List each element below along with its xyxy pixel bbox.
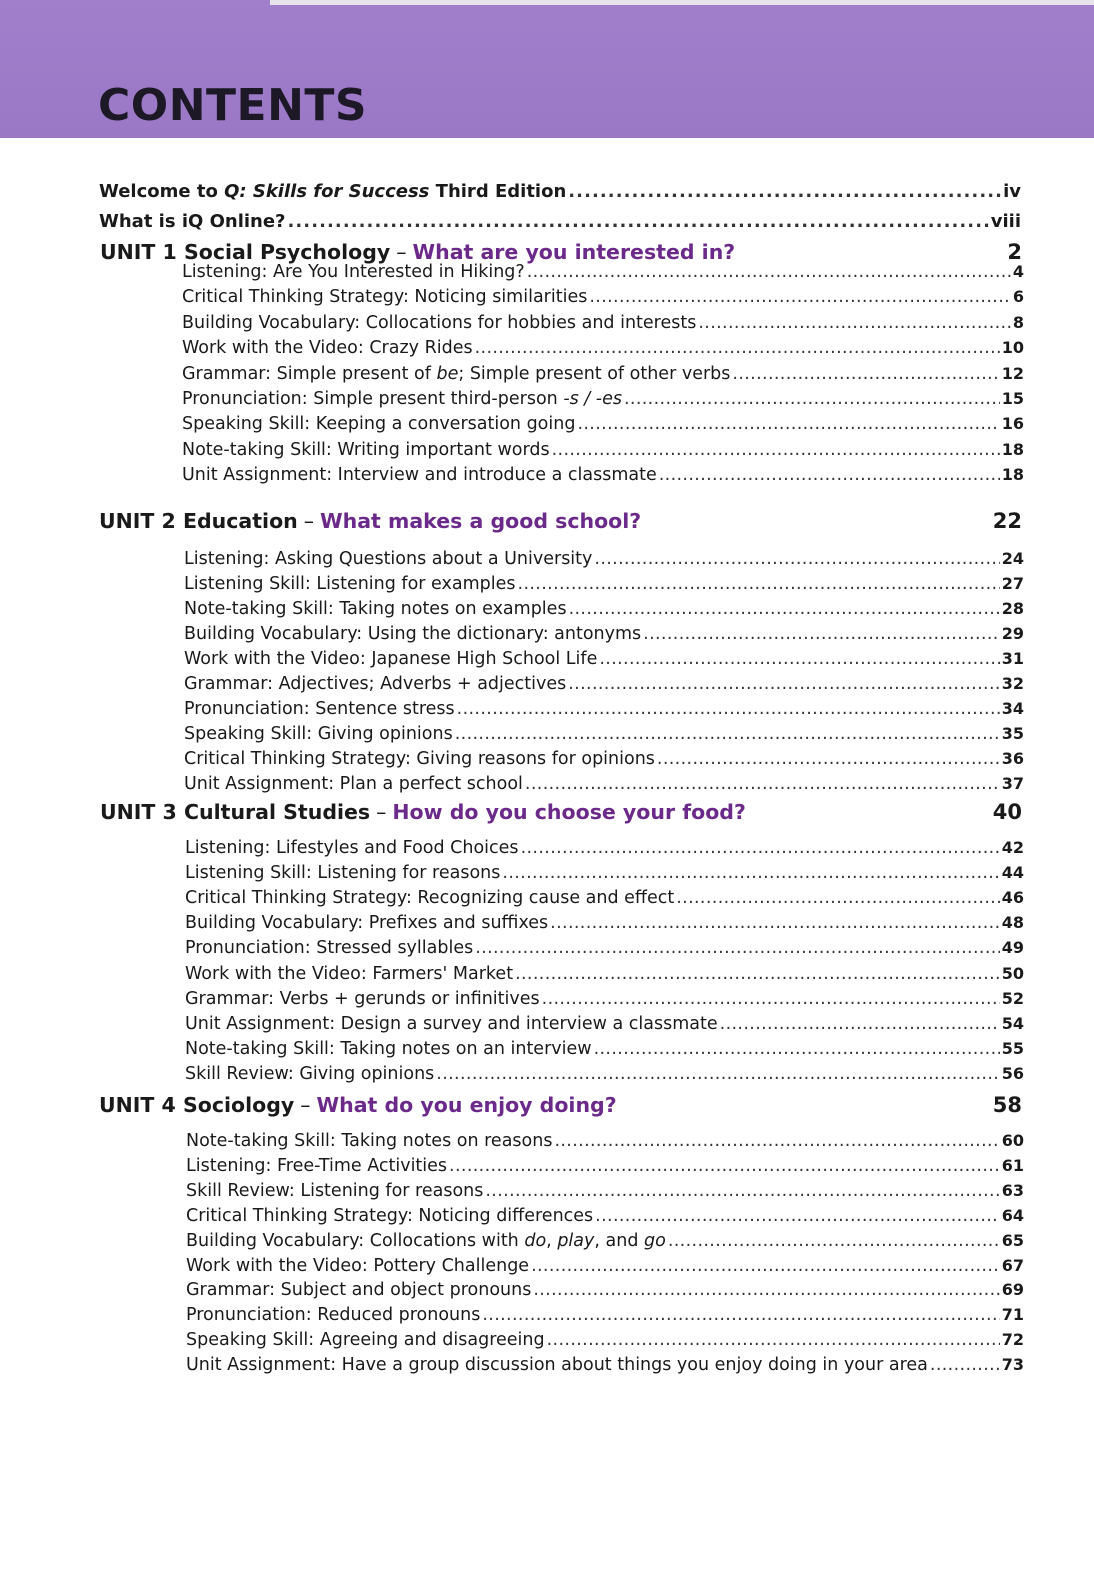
unit-heading[interactable] <box>99 509 1022 533</box>
toc-entry-label: Unit Assignment: Plan a perfect school <box>184 774 523 794</box>
toc-entry[interactable] <box>186 1330 1024 1350</box>
toc-entry-iq-online[interactable] <box>99 211 1021 232</box>
toc-entry-label: Unit Assignment: Have a group discussion about things you enjoy doing in your area <box>186 1355 928 1376</box>
toc-entry[interactable] <box>186 1156 1024 1176</box>
toc-entry-page: 69 <box>1001 1280 1024 1300</box>
toc-entry[interactable] <box>184 649 1024 669</box>
leader-dots <box>531 1256 1000 1276</box>
toc-entry-label: Grammar: Adjectives; Adverbs + adjectives <box>184 674 567 694</box>
leader-dots <box>589 287 1011 307</box>
leader-dots <box>676 888 1000 908</box>
toc-entry[interactable] <box>186 1256 1024 1276</box>
toc-entry-label: Listening Skill: Listening for reasons <box>185 863 501 884</box>
toc-entry-label: Pronunciation: Reduced pronouns <box>186 1305 481 1326</box>
toc-entry-label: Critical Thinking Strategy: Recognizing cause and effect <box>185 888 675 909</box>
unit-heading[interactable] <box>99 1093 1022 1117</box>
toc-entry[interactable] <box>184 624 1024 644</box>
toc-entry-page: 16 <box>1001 414 1024 434</box>
unit-topic: Sociology <box>183 1093 295 1117</box>
unit-page-number: 40 <box>992 800 1022 824</box>
toc-entry-page: 8 <box>1012 312 1024 332</box>
toc-entry[interactable] <box>186 1231 1024 1251</box>
toc-entry-label: Pronunciation: Stressed syllables <box>185 938 474 959</box>
toc-entry[interactable] <box>184 674 1024 694</box>
toc-entry[interactable] <box>186 1206 1024 1226</box>
toc-entry[interactable] <box>182 287 1024 307</box>
toc-entry[interactable] <box>185 1014 1024 1034</box>
toc-entry-page: 60 <box>1001 1131 1024 1150</box>
toc-entry[interactable] <box>185 1039 1024 1059</box>
leader-dots <box>550 913 1000 933</box>
toc-entry[interactable] <box>185 964 1024 984</box>
unit-dash: – <box>376 800 387 824</box>
leader-dots <box>624 389 1000 409</box>
toc-entry-label: Grammar: Simple present of be; Simple present of other verbs <box>182 363 731 384</box>
toc-entry-label: Building Vocabulary: Collocations with do, play, and go <box>186 1230 666 1251</box>
toc-entry[interactable] <box>184 724 1024 744</box>
leader-dots <box>732 364 999 384</box>
toc-entry-label: Work with the Video: Japanese High School Life <box>184 649 598 669</box>
toc-entry-page: 4 <box>1012 262 1024 281</box>
unit-number: UNIT 4 <box>99 1093 176 1117</box>
toc-entry-page: 32 <box>1001 674 1024 693</box>
toc-entry-label: Building Vocabulary: Collocations for hobbies and interests <box>182 312 697 333</box>
toc-entry-page: 29 <box>1001 624 1024 643</box>
unit-number: UNIT 2 <box>99 509 176 533</box>
unit-question: How do you choose your food? <box>392 800 746 824</box>
toc-entry[interactable] <box>184 699 1024 719</box>
unit-page-number: 22 <box>992 509 1022 533</box>
toc-entry-label: Pronunciation: Simple present third-person -s / -es <box>182 389 622 409</box>
leader-dots <box>568 181 1001 202</box>
leader-dots <box>457 699 1000 719</box>
toc-entry-label: Speaking Skill: Agreeing and disagreeing <box>186 1330 545 1351</box>
toc-entry-label: Listening: Free-Time Activities <box>186 1155 448 1176</box>
page-title: CONTENTS <box>98 80 368 131</box>
toc-entry-label: Critical Thinking Strategy: Noticing similarities <box>182 287 588 308</box>
unit-dash: – <box>303 509 315 533</box>
unit-dash: – <box>300 1093 311 1117</box>
toc-entry-page: 50 <box>1001 963 1024 983</box>
toc-entry-page: 67 <box>1001 1255 1024 1275</box>
leader-dots <box>577 414 999 434</box>
toc-entry-label: Building Vocabulary: Using the dictionary: antonyms <box>184 624 642 644</box>
unit-question: What do you enjoy doing? <box>316 1093 617 1117</box>
leader-dots <box>595 1206 1000 1226</box>
toc-entry[interactable] <box>186 1355 1024 1375</box>
leader-dots <box>521 838 1000 858</box>
leader-dots <box>643 624 1000 644</box>
unit-number: UNIT 3 <box>100 800 177 824</box>
toc-entry-label: Skill Review: Listening for reasons <box>186 1180 484 1201</box>
leader-dots <box>482 1305 999 1325</box>
toc-entry[interactable] <box>184 774 1024 794</box>
leader-dots <box>720 1014 1000 1034</box>
toc-entry[interactable] <box>185 1064 1024 1084</box>
toc-entry-welcome[interactable] <box>99 181 1021 202</box>
leader-dots <box>475 938 1000 958</box>
toc-entry-label: Welcome to Q: Skills for Success Third Edition <box>99 181 567 202</box>
toc-entry-label: Skill Review: Giving opinions <box>185 1063 435 1084</box>
toc-entry-page: 55 <box>1001 1038 1024 1058</box>
toc-entry-label: Note-taking Skill: Writing important words <box>182 439 550 460</box>
toc-entry-label: Pronunciation: Sentence stress <box>184 699 455 719</box>
leader-dots <box>569 599 1000 619</box>
toc-entry[interactable] <box>182 389 1024 409</box>
leader-dots <box>547 1330 1000 1350</box>
toc-entry[interactable] <box>182 338 1024 358</box>
leader-dots <box>668 1231 1000 1251</box>
leader-dots <box>288 211 989 232</box>
toc-entry[interactable] <box>186 1131 1024 1151</box>
leader-dots <box>599 649 999 669</box>
unit-heading[interactable] <box>100 800 1022 824</box>
toc-entry[interactable] <box>186 1305 1024 1325</box>
toc-entry-page: 35 <box>1001 724 1024 743</box>
toc-entry-page: 37 <box>1001 774 1024 793</box>
unit-page-number: 58 <box>992 1093 1022 1117</box>
toc-entry-page: 18 <box>1001 465 1024 485</box>
toc-entry[interactable] <box>182 262 1024 282</box>
leader-dots <box>502 863 999 883</box>
leader-dots <box>515 964 1000 984</box>
toc-entry[interactable] <box>182 440 1024 460</box>
unit-page-number: 2 <box>1007 240 1022 264</box>
leader-dots <box>475 338 1000 358</box>
toc-entry[interactable] <box>185 913 1024 933</box>
unit-topic: Education <box>183 509 298 533</box>
leader-dots <box>525 774 1000 794</box>
unit-topic: Social Psychology <box>184 240 391 264</box>
leader-dots <box>552 440 1000 460</box>
toc-entry-page: 52 <box>1001 988 1024 1008</box>
toc-entry-page: 6 <box>1012 287 1024 307</box>
toc-entry[interactable] <box>182 465 1024 485</box>
toc-entry-page: 18 <box>1001 439 1024 459</box>
leader-dots <box>594 549 999 569</box>
leader-dots <box>485 1181 999 1201</box>
leader-dots <box>568 674 999 694</box>
toc-entry[interactable] <box>185 863 1024 883</box>
toc-entry-label: What is iQ Online? <box>99 211 286 232</box>
toc-entry[interactable] <box>185 938 1024 958</box>
toc-entry-page: 71 <box>1001 1305 1024 1325</box>
leader-dots <box>930 1355 1000 1375</box>
leader-dots <box>698 313 1011 333</box>
toc-entry-page: 54 <box>1001 1013 1024 1033</box>
toc-entry-page: 63 <box>1001 1180 1024 1200</box>
toc-entry-label: Work with the Video: Pottery Challenge <box>186 1255 530 1276</box>
leader-dots <box>594 1039 1000 1059</box>
toc-entry-label: Listening: Asking Questions about a University <box>184 549 593 569</box>
toc-entry-page: 73 <box>1001 1355 1024 1375</box>
toc-entry-label: Grammar: Verbs + gerunds or infinitives <box>185 988 540 1009</box>
toc-entry[interactable] <box>184 549 1024 569</box>
toc-entry[interactable] <box>184 599 1024 619</box>
toc-entry-label: Building Vocabulary: Prefixes and suffixes <box>185 913 549 934</box>
toc-entry-page: 12 <box>1001 363 1024 383</box>
toc-entry-page: 72 <box>1001 1330 1024 1350</box>
unit-question: What makes a good school? <box>320 509 642 533</box>
toc-entry-page: 28 <box>1001 599 1024 618</box>
toc-entry-page: 46 <box>1001 888 1024 908</box>
toc-entry-label: Critical Thinking Strategy: Giving reasons for opinions <box>184 749 655 769</box>
leader-dots <box>533 1280 999 1300</box>
toc-entry-label: Listening: Are You Interested in Hiking? <box>182 262 525 282</box>
toc-entry[interactable] <box>182 313 1024 333</box>
leader-dots <box>449 1156 1000 1176</box>
header-top-strip <box>270 0 1094 5</box>
toc-entry-page: 15 <box>1001 389 1024 408</box>
toc-entry-label: Note-taking Skill: Taking notes on reasons <box>186 1131 553 1151</box>
toc-entry-label: Unit Assignment: Design a survey and interview a classmate <box>185 1013 718 1034</box>
toc-entry[interactable] <box>182 364 1024 384</box>
toc-entry[interactable] <box>185 838 1024 858</box>
toc-entry-label: Note-taking Skill: Taking notes on examples <box>184 599 567 619</box>
toc-entry-page: viii <box>990 211 1021 232</box>
toc-entry-label: Work with the Video: Farmers' Market <box>185 963 514 984</box>
toc-entry-page: 10 <box>1001 338 1024 358</box>
toc-entry-page: 49 <box>1001 938 1024 958</box>
unit-heading[interactable] <box>100 240 1022 264</box>
toc-entry-page: iv <box>1003 181 1021 202</box>
toc-entry-label: Listening: Lifestyles and Food Choices <box>185 838 519 858</box>
toc-entry-page: 65 <box>1001 1230 1024 1250</box>
toc-entry-label: Speaking Skill: Giving opinions <box>184 724 453 744</box>
toc-entry-label: Listening Skill: Listening for examples <box>184 574 516 594</box>
toc-entry-page: 34 <box>1001 699 1024 718</box>
toc-entry[interactable] <box>184 749 1024 769</box>
toc-entry-page: 24 <box>1001 549 1024 568</box>
toc-entry-page: 61 <box>1001 1155 1024 1175</box>
toc-entry[interactable] <box>186 1181 1024 1201</box>
toc-entry-page: 48 <box>1001 913 1024 933</box>
toc-entry-page: 56 <box>1001 1063 1024 1083</box>
leader-dots <box>542 989 1000 1009</box>
toc-entry-label: Work with the Video: Crazy Rides <box>182 338 473 359</box>
toc-entry-page: 44 <box>1001 863 1024 883</box>
toc-entry[interactable] <box>184 574 1024 594</box>
leader-dots <box>657 749 1000 769</box>
toc-entry[interactable] <box>186 1280 1024 1300</box>
toc-entry-label: Critical Thinking Strategy: Noticing differences <box>186 1205 594 1226</box>
leader-dots <box>554 1131 999 1151</box>
unit-question: What are you interested in? <box>412 240 736 264</box>
leader-dots <box>455 724 1000 744</box>
toc-entry-label: Speaking Skill: Keeping a conversation going <box>182 414 576 435</box>
toc-entry-page: 42 <box>1001 838 1024 857</box>
toc-entry-page: 31 <box>1001 649 1024 668</box>
toc-entry-page: 64 <box>1001 1205 1024 1225</box>
unit-dash: – <box>396 240 407 264</box>
leader-dots <box>659 465 1000 485</box>
leader-dots <box>436 1064 999 1084</box>
toc-entry-label: Unit Assignment: Interview and introduce a classmate <box>182 465 657 486</box>
unit-number: UNIT 1 <box>100 240 177 264</box>
toc-entry[interactable] <box>185 989 1024 1009</box>
leader-dots <box>527 262 1011 282</box>
leader-dots <box>518 574 1000 594</box>
toc-entry[interactable] <box>182 414 1024 434</box>
toc-entry-page: 36 <box>1001 749 1024 768</box>
toc-entry-label: Note-taking Skill: Taking notes on an interview <box>185 1038 592 1059</box>
unit-topic: Cultural Studies <box>184 800 371 824</box>
toc-entry-label: Grammar: Subject and object pronouns <box>186 1280 532 1301</box>
toc-entry-page: 27 <box>1001 574 1024 593</box>
toc-entry[interactable] <box>185 888 1024 908</box>
